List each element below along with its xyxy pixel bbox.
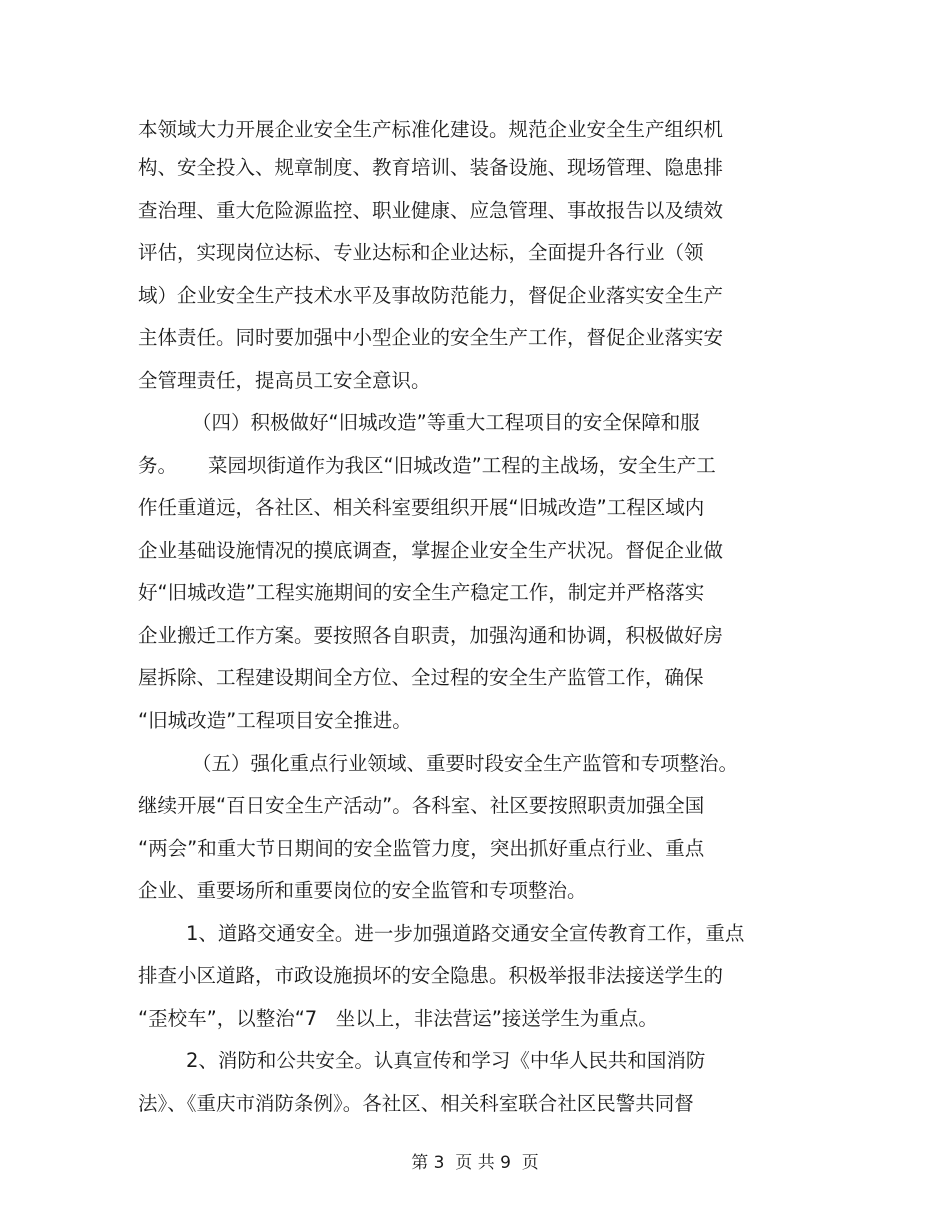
text-line: 屋拆除、工程建设期间全方位、全过程的安全生产监管工作，确保 xyxy=(138,666,704,689)
text-line: 好“旧城改造”工程实施期间的安全生产稳定工作，制定并严格落实 xyxy=(138,581,705,604)
text-line: “两会”和重大节日期间的安全监管力度，突出抓好重点行业、重点 xyxy=(138,837,705,860)
text-line: 本领域大力开展企业安全生产标准化建设。规范企业安全生产组织机 xyxy=(138,118,724,141)
text-line: 构、安全投入、规章制度、教育培训、装备设施、现场管理、隐患排 xyxy=(138,156,724,179)
list-item-heading: 2、消防和公共安全。认真宣传和学习《中华人民共和国消防 xyxy=(186,1049,706,1072)
section-heading: （四）积极做好“旧城改造”等重大工程项目的安全保障和服 xyxy=(192,411,700,434)
text-line: “歪校车”，以整治“7 坐以上，非法营运”接送学生为重点。 xyxy=(138,1007,658,1030)
text-line: 作任重道远，各社区、相关科室要组织开展“旧城改造”工程区域内 xyxy=(138,496,705,519)
text-line: 域）企业安全生产技术水平及事故防范能力，督促企业落实安全生产 xyxy=(138,284,724,307)
text-line: 排查小区道路，市政设施损坏的安全隐患。积极举报非法接送学生的 xyxy=(138,964,724,987)
text-line: 企业、重要场所和重要岗位的安全监管和专项整治。 xyxy=(138,879,587,902)
text-line: “旧城改造”工程项目安全推进。 xyxy=(138,709,412,732)
text-line: 企业搬迁工作方案。要按照各自职责，加强沟通和协调，积极做好房 xyxy=(138,624,724,647)
text-line: 查治理、重大危险源监控、职业健康、应急管理、事故报告以及绩效 xyxy=(138,199,724,222)
text-line: 务。 菜园坝街道作为我区“旧城改造”工程的主战场，安全生产工 xyxy=(138,454,716,477)
text-line: 全管理责任，提高员工安全意识。 xyxy=(138,369,431,392)
section-heading: （五）强化重点行业领域、重要时段安全生产监管和专项整治。 xyxy=(192,752,739,775)
list-item-heading: 1、道路交通安全。进一步加强道路交通安全宣传教育工作，重点 xyxy=(186,922,745,945)
text-line: 主体责任。同时要加强中小型企业的安全生产工作，督促企业落实安 xyxy=(138,326,724,349)
text-line: 法》、《重庆市消防条例》。各社区、相关科室联合社区民警共同督 xyxy=(138,1092,694,1115)
text-line: 企业基础设施情况的摸底调查，掌握企业安全生产状况。督促企业做 xyxy=(138,539,724,562)
text-line: 继续开展“百日安全生产活动”。各科室、社区要按照职责加强全国 xyxy=(138,794,705,817)
page-number-footer: 第 3 页 共 9 页 xyxy=(411,1153,539,1173)
text-line: 评估，实现岗位达标、专业达标和企业达标，全面提升各行业（领 xyxy=(138,241,704,264)
